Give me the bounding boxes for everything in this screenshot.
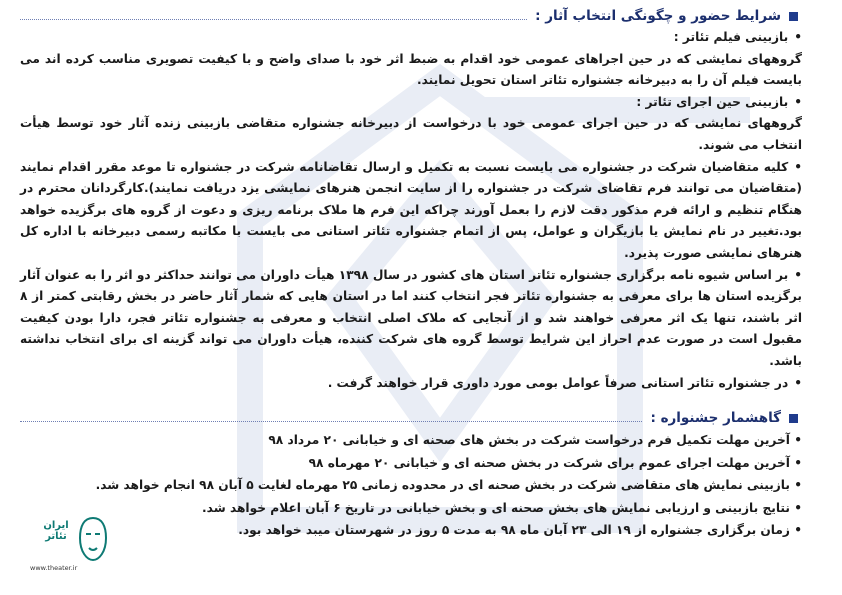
sub-heading-text: بازبینی فیلم تئاتر : xyxy=(673,30,789,44)
bullet-text: در جشنواره تئاتر استانی صرفاً عوامل بومی مورد داوری قرار خواهند گرفت . xyxy=(327,375,789,390)
sub-heading-text: بازبینی حین اجرای تئاتر : xyxy=(636,94,789,109)
list-item xyxy=(20,519,802,542)
list-item-text: زمان برگزاری جشنواره از ۱۹ الی ۲۳ آبان ماه ۹۸ به مدت ۵ روز در شهرستان میبد خواهد بود. xyxy=(238,523,790,538)
bullet-icon: • xyxy=(794,500,802,515)
bullet-icon: • xyxy=(794,523,802,538)
section-title-timeline xyxy=(20,410,802,426)
logo-url-text: www.theater.ir xyxy=(30,564,78,572)
list-item-text: بازبینی نمایش های متقاضی شرکت در بخش صحنه ای در محدوده زمانی ۲۵ مهرماه لغایت ۵ آبان ۹۸ انجام خواهد شد. xyxy=(95,478,790,493)
square-bullet-icon xyxy=(789,12,798,21)
bullet-icon: • xyxy=(794,433,802,448)
list-item xyxy=(20,474,802,497)
dotted-divider xyxy=(20,19,527,20)
square-bullet-icon xyxy=(789,414,798,423)
section-title-text: گاهشمار جشنواره : xyxy=(650,410,781,427)
section-title-conditions xyxy=(20,8,802,24)
list-item-text: آخرین مهلت اجرای عموم برای شرکت در بخش صحنه ای و خیابانی ۲۰ مهرماه ۹۸ xyxy=(308,455,790,470)
bullet-application-form xyxy=(20,157,802,265)
iran-theater-logo xyxy=(30,514,106,578)
document-page xyxy=(20,8,802,542)
logo-mask-icon xyxy=(78,516,108,562)
bullet-icon: • xyxy=(794,478,802,493)
bullet-icon: • xyxy=(794,375,802,390)
bullet-icon: • xyxy=(794,455,802,470)
dotted-divider xyxy=(20,421,642,422)
bullet-icon: • xyxy=(794,267,802,282)
bullet-text: بر اساس شیوه نامه برگزاری جشنواره تئاتر استان های کشور در سال ۱۳۹۸ هیأت داوران می توانند حداکثر دو اثر را به عنوان آثار برگزیده استان ها برای معرفی به جشنواره تئاتر فجر انتخاب کنند اما در استان هایی که شمار آثار حاضر در بخش رقابتی کمتر از ۸ اثر باشند، تنها یک اثر معرفی خواهند شد و از آنجایی که ملاک اصلی انتخاب و معرفی به جشنواره تئاتر فجر، دارا بودن کیفیت مقبول است در صورت عدم احراز این شرایط توسط گروه های شرکت کننده، هیأت داوران می تواند گزینه ای برای انتخاب نداشته باشد. xyxy=(20,267,802,368)
list-item xyxy=(20,452,802,475)
sub-heading-film-review xyxy=(20,27,802,49)
list-item-text: آخرین مهلت تکمیل فرم درخواست شرکت در بخش های صحنه ای و خیابانی ۲۰ مرداد ۹۸ xyxy=(268,433,790,448)
bullet-text: کلیه متقاضیان شرکت در جشنواره می بایست نسبت به تکمیل و ارسال تقاضانامه شرکت در جشنواره تا موعد مقرر اقدام نمایند (متقاضیان می توانند فرم تقاضای شرکت در جشنواره را از سایت انجمن هنرهای نمایشی یزد دریافت نمایند).کارگردانان محترم در هنگام تنظیم و ارائه فرم مذکور دقت لازم را بعمل آورند چراکه این فرم ها ملاک برنامه ریزی و دعوت از گروه های برگزیده خواهد بود.تغییر در نام نمایش یا بازیگران و عوامل، پس از اتمام جشنواره تئاتر استانی می بایست با مکاتبه رسمی دبیرخانه با اداره کل هنرهای نمایشی صورت پذیرد. xyxy=(20,159,802,260)
list-item xyxy=(20,429,802,452)
bullet-selection-rules xyxy=(20,265,802,373)
section-title-text: شرایط حضور و چگونگی انتخاب آثار : xyxy=(535,8,781,24)
sub-heading-live-review xyxy=(20,92,802,114)
paragraph-film-review: گروههای نمایشی که در حین اجراهای عمومی خود اقدام به ضبط اثر خود با صدای واضح و با کیفیت تصویری مناسب کرده اند می بایست فیلم آن را به دبیرخانه جشنواره تئاتر استان تحویل نمایند. xyxy=(20,51,802,88)
bullet-icon: • xyxy=(794,94,802,109)
bullet-local-staff xyxy=(20,373,802,395)
list-item-text: نتایج بازبینی و ارزیابی نمایش های بخش صحنه ای و بخش خیابانی در تاریخ ۶ آبان اعلام خواهد شد. xyxy=(202,500,790,515)
logo-brand-text: ایران تئاتر xyxy=(43,520,69,542)
bullet-icon: • xyxy=(794,30,802,44)
paragraph-live-review: گروههای نمایشی که در حین اجرای عمومی خود با درخواست از دبیرخانه جشنواره متقاضی بازبینی زنده آثار خود توسط هیأت انتخاب می شوند. xyxy=(20,116,802,152)
bullet-icon: • xyxy=(794,159,802,174)
list-item xyxy=(20,497,802,520)
timeline-list xyxy=(20,429,802,542)
